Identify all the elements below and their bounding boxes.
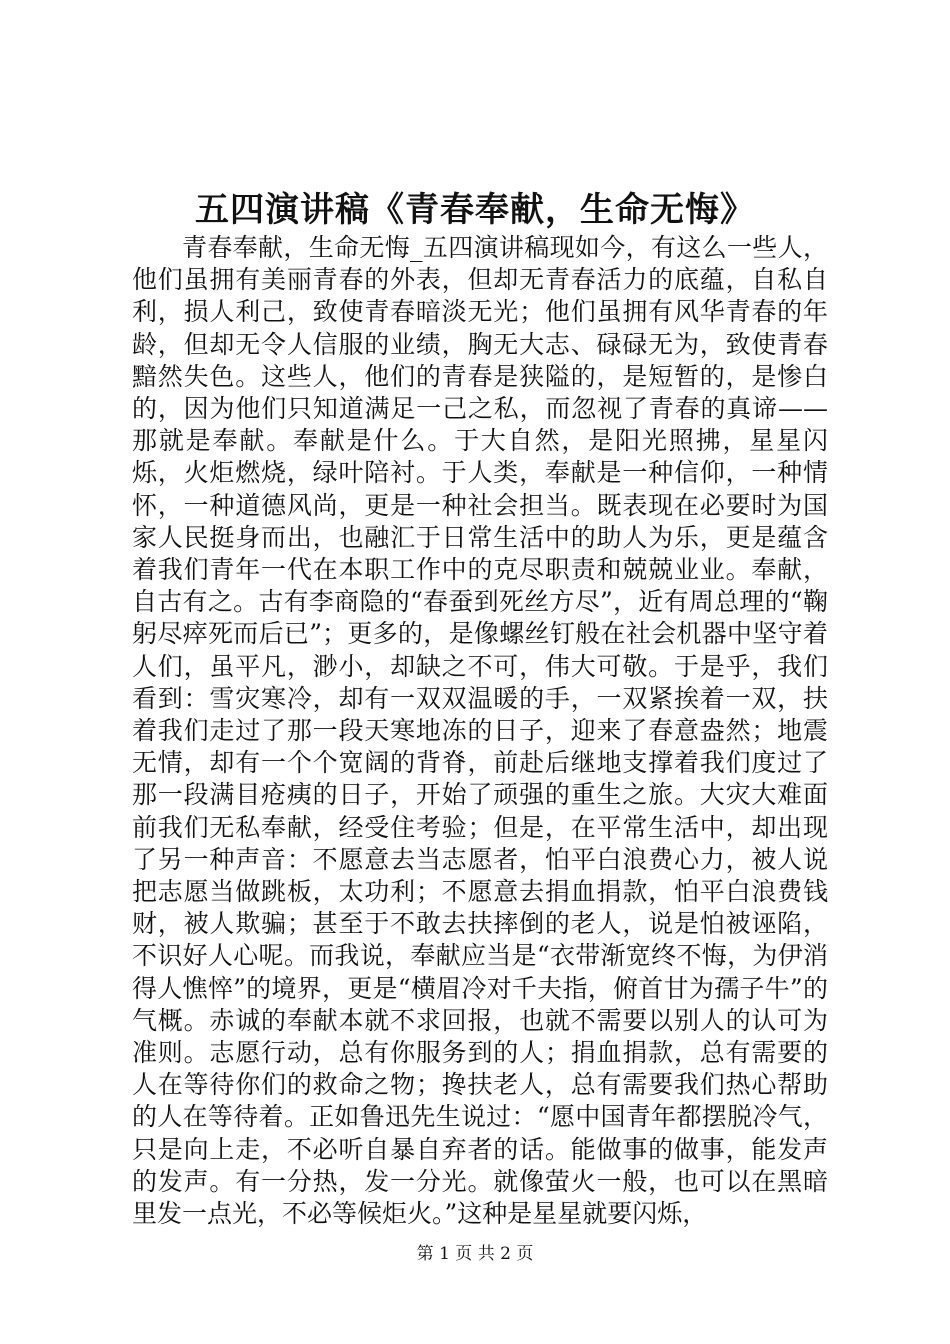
body-paragraph: 青春奉献，生命无悔_五四演讲稿现如今，有这么一些人，他们虽拥有美丽青春的外表，但却无青春活力的底蕴，自私自利，损人利己，致使青春暗淡无光；他们虽拥有风华青春的年龄，但却无令人信服的业绩，胸无大志、碌碌无为，致使青春黯然失色。这些人，他们的青春是狭隘的，是短暂的，是惨白的，因为他们只知道满足一己之私，而忽视了青春的真谛——那就是奉献。奉献是什么。于大自然，是阳光照拂，星星闪烁，火炬燃烧，绿叶陪衬。于人类，奉献是一种信仰，一种情怀，一种道德风尚，更是一种社会担当。既表现在必要时为国家人民挺身而出，也融汇于日常生活中的助人为乐，更是蕴含着我们青年一代在本职工作中的克尽职责和兢兢业业。奉献，自古有之。古有李商隐的“春蚕到死丝方尽”，近有周总理的“鞠躬尽瘁死而后已”；更多的，是像螺丝钉般在社会机器中坚守着人们，虽平凡，渺小，却缺之不可，伟大可敬。于是乎，我们看到：雪灾寒冷，却有一双双温暖的手，一双紧挨着一双，扶着我们走过了那一段天寒地冻的日子，迎来了春意盎然；地震无情，却有一个个宽阔的背脊，前赴后继地支撑着我们度过了那一段满目疮痍的日子，开始了顽强的重生之旅。大灾大难面前我们无私奉献，经受住考验；但是，在平常生活中，却出现了另一种声音：不愿意去当志愿者，怕平白浪费心力，被人说把志愿当做跳板，太功利；不愿意去捐血捐款，怕平白浪费钱财，被人欺骗；甚至于不敢去扶摔倒的老人，说是怕被诬陷，不识好人心呢。而我说，奉献应当是“衣带渐宽终不悔，为伊消得人憔悴”的境界，更是“横眉冷对千夫指，俯首甘为孺子牛”的气概。赤诚的奉献本就不求回报，也就不需要以别人的认可为准则。志愿行动，总有你服务到的人；捐血捐款，总有需要的人在等待你们的救命之物；搀扶老人，总有需要我们热心帮助的人在等待着。正如鲁迅先生说过：“愿中国青年都摆脱冷气，只是向上走，不必听自暴自弃者的话。能做事的做事，能发声的发声。有一分热，发一分光。就像萤火一般，也可以在黑暗里发一点光，不必等候炬火。”这种是星星就要闪烁，: [132, 233, 828, 1229]
document-title: 五四演讲稿《青春奉献，生命无悔》: [195, 190, 755, 230]
page-number-footer: 第 1 页 共 2 页: [416, 1244, 534, 1264]
